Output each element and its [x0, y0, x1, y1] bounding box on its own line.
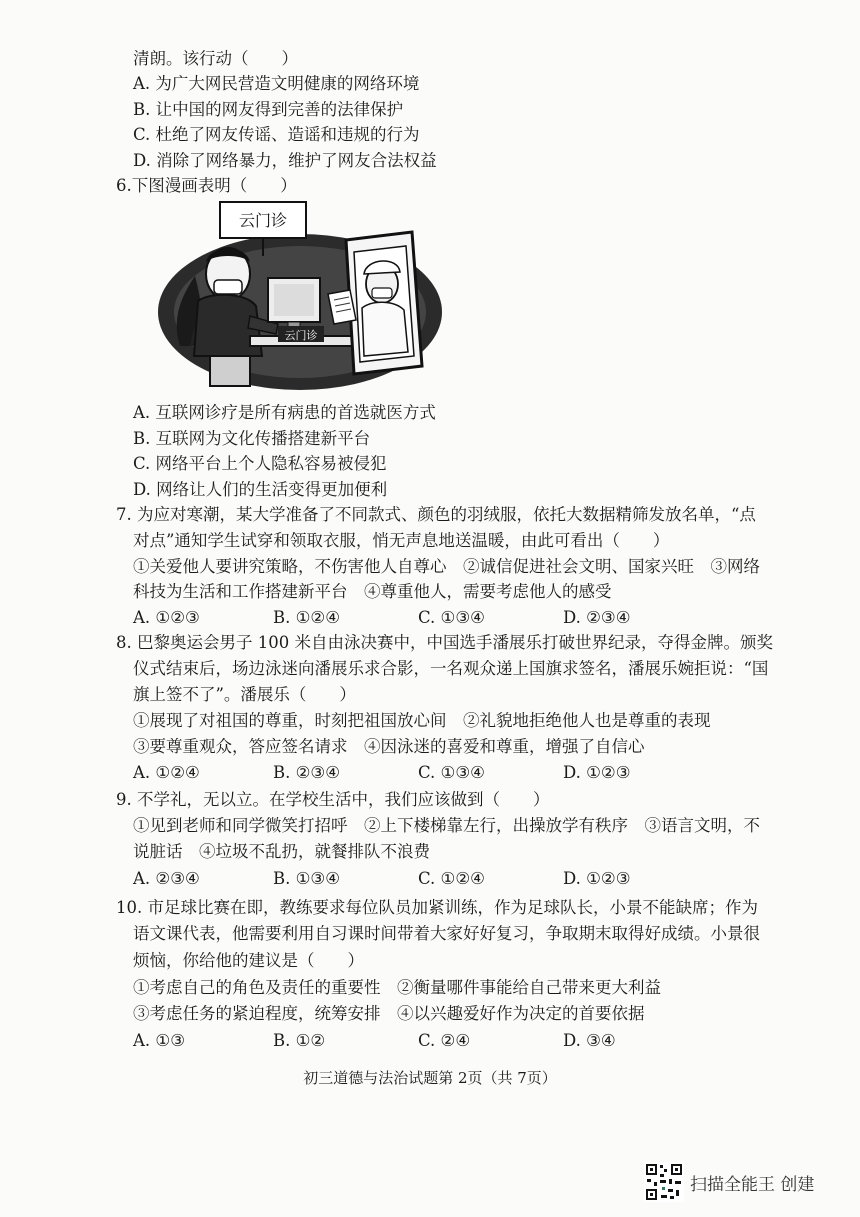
- q8-choice-b: B. ②③④: [273, 763, 340, 782]
- scanner-watermark: [644, 1162, 844, 1202]
- q8-choice-c: C. ①③④: [418, 763, 485, 782]
- page-footer: 初三道德与法治试题第 2页（共 7页）: [303, 1069, 557, 1087]
- qr-code-icon: [644, 1162, 684, 1202]
- q9-choice-a: A. ②③④: [133, 869, 200, 888]
- q7-stem-line-2: 对点”通知学生试穿和领取衣服，悄无声息地送温暖，由此可看出（ ）: [133, 531, 670, 550]
- q9-choice-d: D. ①②③: [563, 869, 631, 888]
- q10-stem-line-3: 烦恼，你给他的建议是（ ）: [133, 951, 364, 970]
- q5-option-d: D. 消除了网络暴力，维护了网友合法权益: [133, 151, 437, 170]
- q5-option-c: C. 杜绝了网友传谣、造谣和违规的行为: [133, 125, 420, 144]
- q6-option-a: A. 互联网诊疗是所有病患的首选就医方式: [133, 403, 436, 422]
- q7-choice-a: A. ①②③: [133, 608, 200, 627]
- q6-option-d: D. 网络让人们的生活变得更加便利: [133, 480, 388, 499]
- q9-statements-line-1: ①见到老师和同学微笑打招呼 ②上下楼梯靠左行，出操放学有秩序 ③语言文明，不: [133, 816, 760, 835]
- q10-choice-d: D. ③④: [563, 1031, 616, 1050]
- q6-option-b: B. 互联网为文化传播搭建新平台: [133, 429, 371, 448]
- q7-statements-line-1: ①关爱他人要讲究策略，不伤害他人自尊心 ②诚信促进社会文明、国家兴旺 ③网络: [133, 557, 760, 576]
- q8-statements-line-2: ③要尊重观众，答应签名请求 ④因泳迷的喜爱和尊重，增强了自信心: [133, 737, 645, 756]
- q9-choice-c: C. ①②④: [418, 869, 485, 888]
- q9-stem: 9. 不学礼，无以立。在学校生活中，我们应该做到（ ）: [116, 790, 550, 809]
- q10-choice-b: B. ①②: [273, 1031, 326, 1050]
- q10-statements-line-1: ①考虑自己的角色及责任的重要性 ②衡量哪件事能给自己带来更大利益: [133, 978, 661, 997]
- q7-stem-line-1: 7. 为应对寒潮，某大学准备了不同款式、颜色的羽绒服，依托大数据精筛发放名单，“点: [116, 505, 756, 524]
- cartoon-screen-label: 云门诊: [284, 329, 318, 342]
- q7-choice-c: C. ①③④: [418, 608, 485, 627]
- q7-choice-b: B. ①②④: [273, 608, 340, 627]
- scanner-label: 扫描全能王 创建: [690, 1175, 815, 1195]
- q10-stem-line-1: 10. 市足球比赛在即，教练要求每位队员加紧训练，作为足球队长，小景不能缺席；作为: [116, 898, 758, 917]
- q7-choice-d: D. ②③④: [563, 608, 631, 627]
- q10-statements-line-2: ③考虑任务的紧迫程度，统筹安排 ④以兴趣爱好作为决定的首要依据: [133, 1004, 645, 1023]
- cartoon-cloud-clinic: [150, 196, 450, 401]
- q6-option-c: C. 网络平台上个人隐私容易被侵犯: [133, 454, 387, 473]
- q5-option-b: B. 让中国的网友得到完善的法律保护: [133, 100, 404, 119]
- q5-option-a: A. 为广大网民营造文明健康的网络环境: [133, 74, 420, 93]
- cartoon-sign-text: 云门诊: [238, 211, 288, 230]
- q8-stem-line-1: 8. 巴黎奥运会男子 100 米自由泳决赛中，中国选手潘展乐打破世界纪录，夺得金牌。颁奖: [116, 633, 773, 652]
- q10-choice-c: C. ②④: [418, 1031, 471, 1050]
- q8-statements-line-1: ①展现了对祖国的尊重，时刻把祖国放心间 ②礼貌地拒绝他人也是尊重的表现: [133, 711, 711, 730]
- q8-stem-line-2: 仪式结束后，场边泳迷向潘展乐求合影，一名观众递上国旗求签名，潘展乐婉拒说：“国: [133, 659, 769, 678]
- q7-statements-line-2: 科技为生活和工作搭建新平台 ④尊重他人，需要考虑他人的感受: [133, 582, 612, 601]
- q9-choice-b: B. ①③④: [273, 869, 340, 888]
- q8-choice-a: A. ①②④: [133, 763, 200, 782]
- q9-statements-line-2: 说脏话 ④垃圾不乱扔，就餐排队不浪费: [133, 842, 430, 861]
- q10-stem-line-2: 语文课代表，他需要利用自习课时间带着大家好好复习，争取期末取得好成绩。小景很: [133, 924, 760, 943]
- q8-choice-d: D. ①②③: [563, 763, 631, 782]
- q10-choice-a: A. ①③: [133, 1031, 185, 1050]
- q6-stem: 6.下图漫画表明（ ）: [116, 176, 297, 195]
- q8-stem-line-3: 旗上签不了”。潘展乐（ ）: [133, 685, 356, 704]
- q5-stem-tail: 清朗。该行动（ ）: [133, 49, 298, 68]
